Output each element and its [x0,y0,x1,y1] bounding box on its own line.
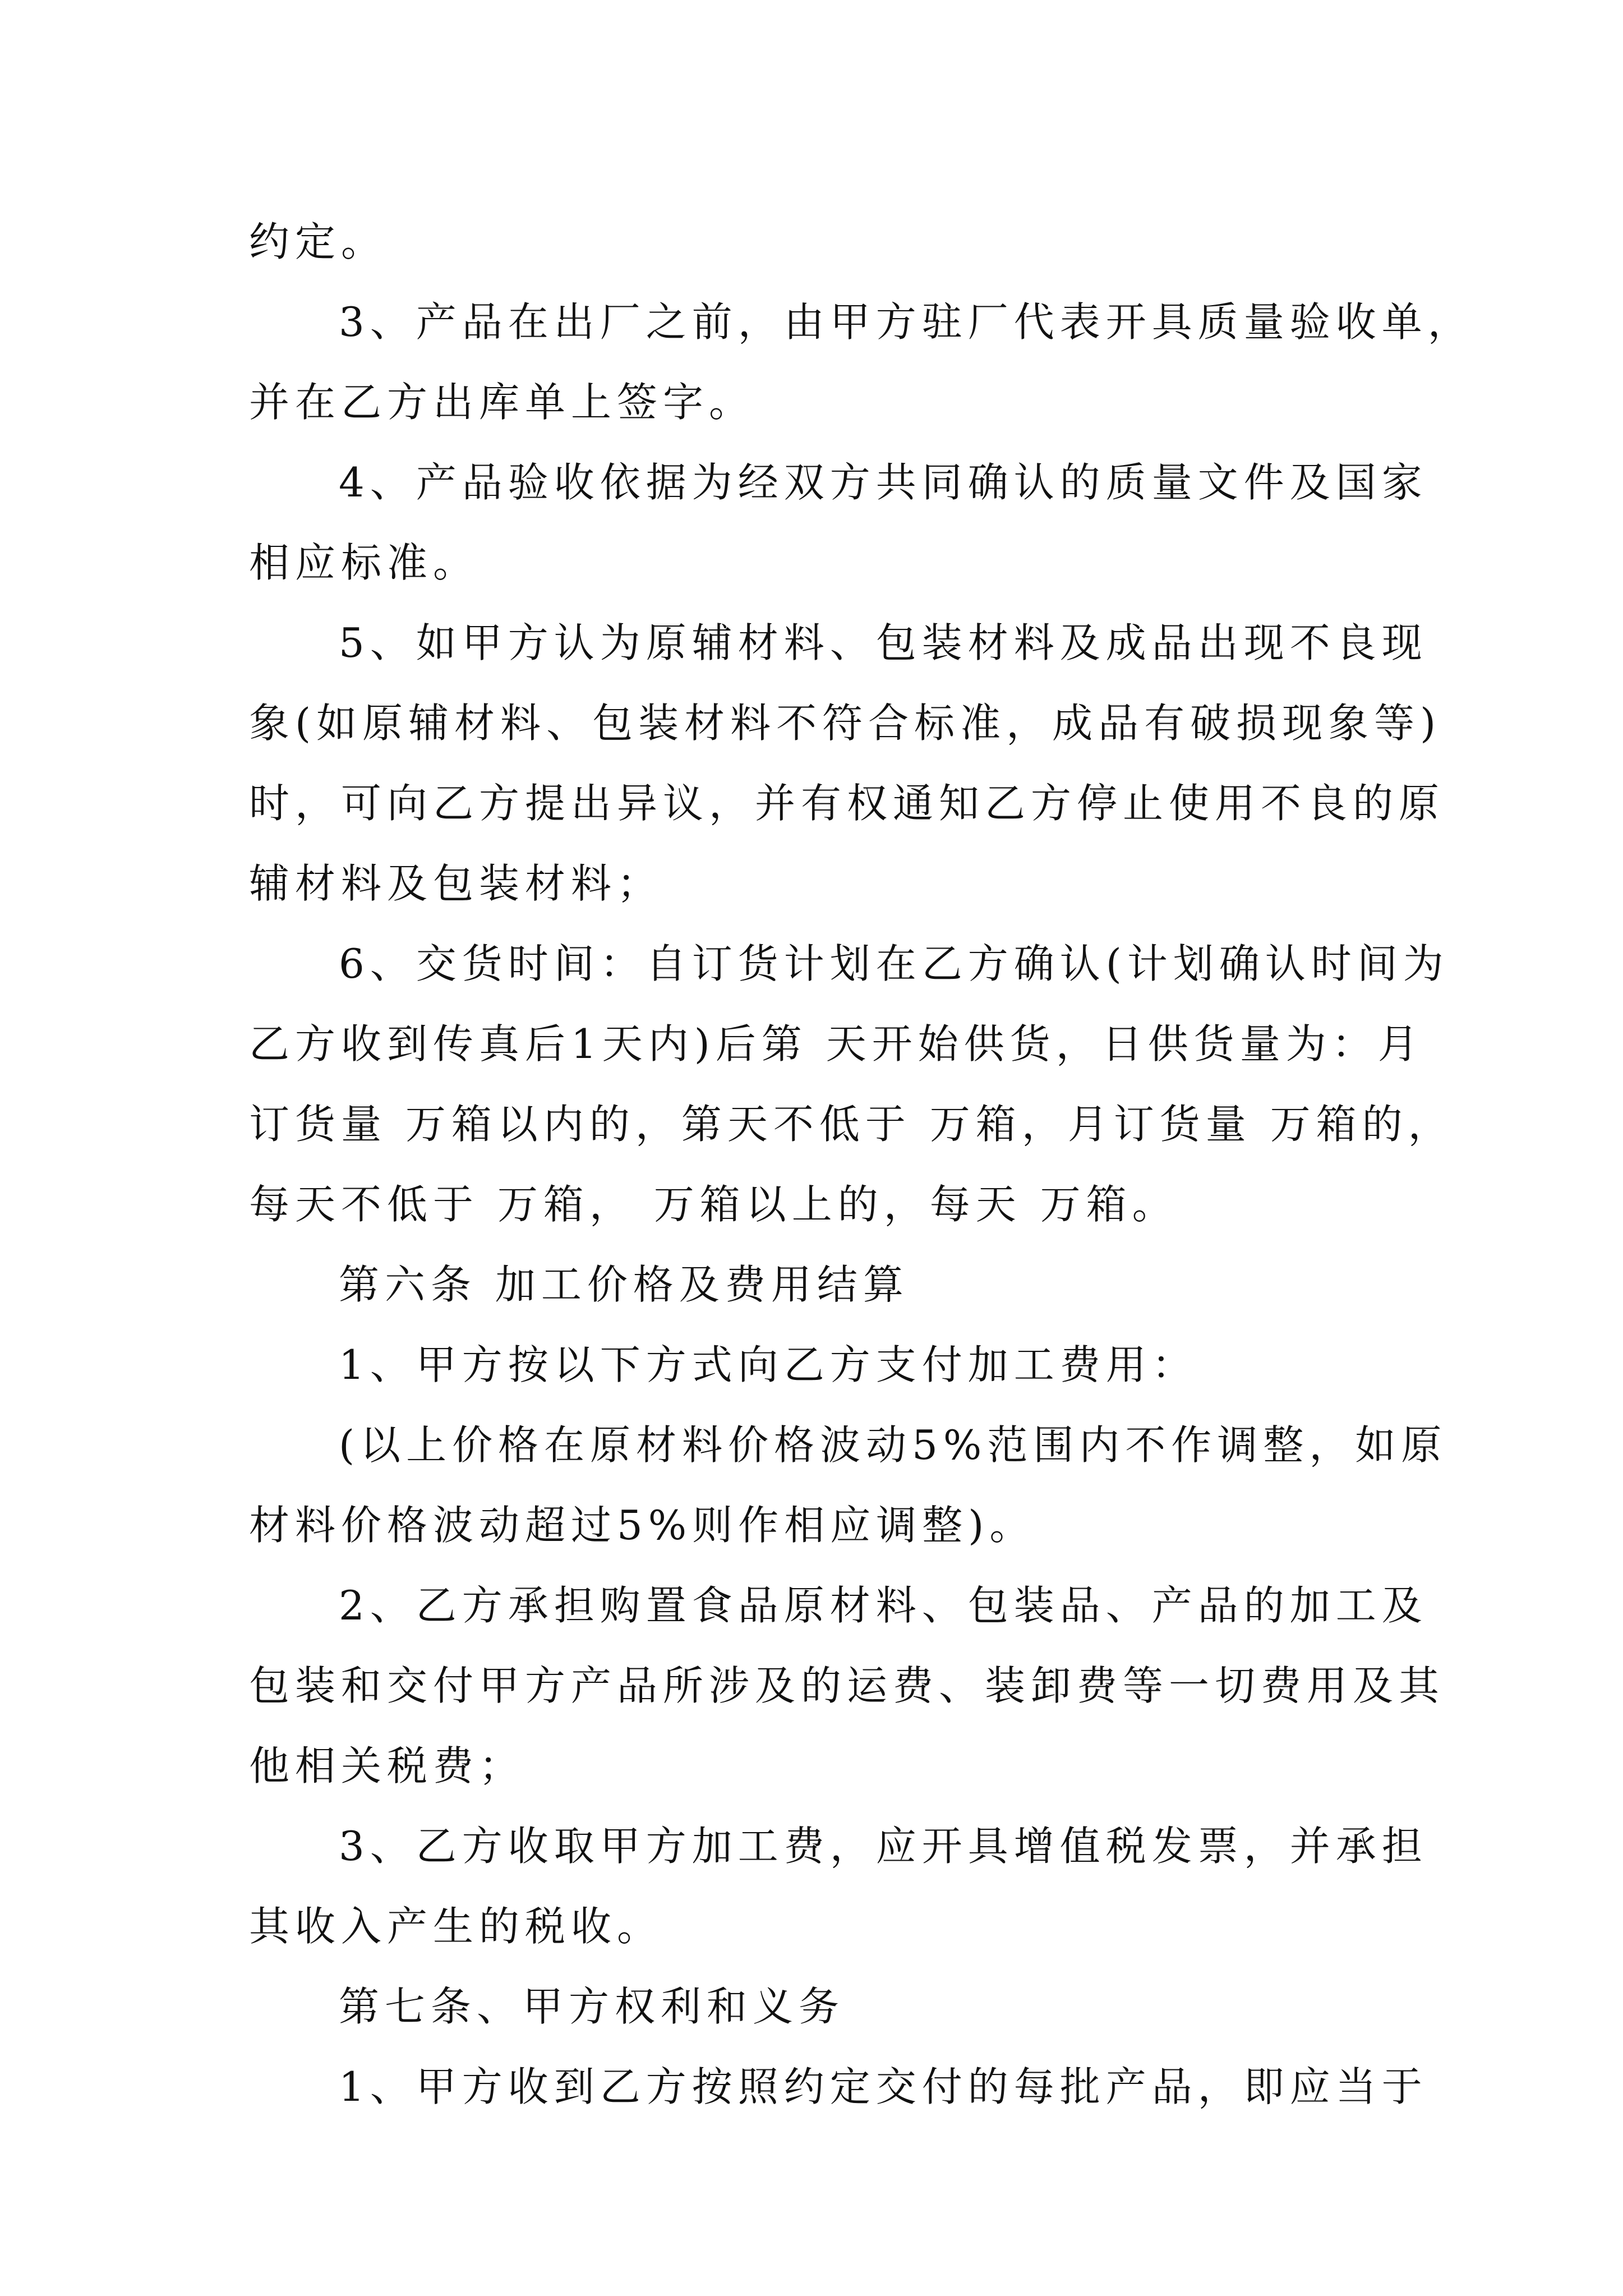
text-line: 每天不低于 万箱， 万箱以上的，每天 万箱。 [249,1181,1178,1228]
text-line: 1、甲方收到乙方按照约定交付的每批产品，即应当于 [339,2063,1428,2110]
text-line: 2、乙方承担购置食品原材料、包装品、产品的加工及 [339,1582,1428,1629]
section-heading: 第六条 加工价格及费用结算 [339,1261,909,1308]
text-line: 乙方收到传真后1天内)后第 天开始供货，日供货量为：月 [249,1020,1424,1068]
text-line: 材料价格波动超过5%则作相应调整)。 [249,1502,1036,1549]
text-line: 其收入产生的税收。 [249,1903,663,1950]
text-line: 1、甲方按以下方式向乙方支付加工费用： [339,1341,1198,1388]
text-line: 3、产品在出厂之前，由甲方驻厂代表开具质量验收单， [339,298,1474,346]
text-line: 他相关税费； [249,1742,525,1789]
text-line: 辅材料及包装材料； [249,860,663,907]
text-line: 3、乙方收取甲方加工费，应开具增值税发票，并承担 [339,1823,1428,1870]
text-line: 约定。 [249,218,388,265]
text-line: 象(如原辅材料、包装材料不符合标准，成品有破损现象等) [249,700,1442,747]
section-heading: 第七条、甲方权利和义务 [339,1983,845,2030]
contract-body [249,202,1474,2127]
text-line: (以上价格在原材料价格波动5%范围内不作调整，如原 [339,1421,1447,1469]
text-line: 6、交货时间：自订货计划在乙方确认(计划确认时间为 [339,940,1449,987]
text-line: 订货量 万箱以内的，第天不低于 万箱，月订货量 万箱的， [249,1101,1454,1148]
text-line: 5、如甲方认为原辅材料、包装材料及成品出现不良现 [339,619,1428,666]
text-line: 相应标准。 [249,539,479,586]
text-line: 时，可向乙方提出异议，并有权通知乙方停止使用不良的原 [249,780,1445,827]
text-line: 4、产品验收依据为经双方共同确认的质量文件及国家 [339,459,1428,506]
text-line: 包装和交付甲方产品所涉及的运费、装卸费等一切费用及其 [249,1662,1445,1709]
text-line: 并在乙方出库单上签字。 [249,379,755,426]
